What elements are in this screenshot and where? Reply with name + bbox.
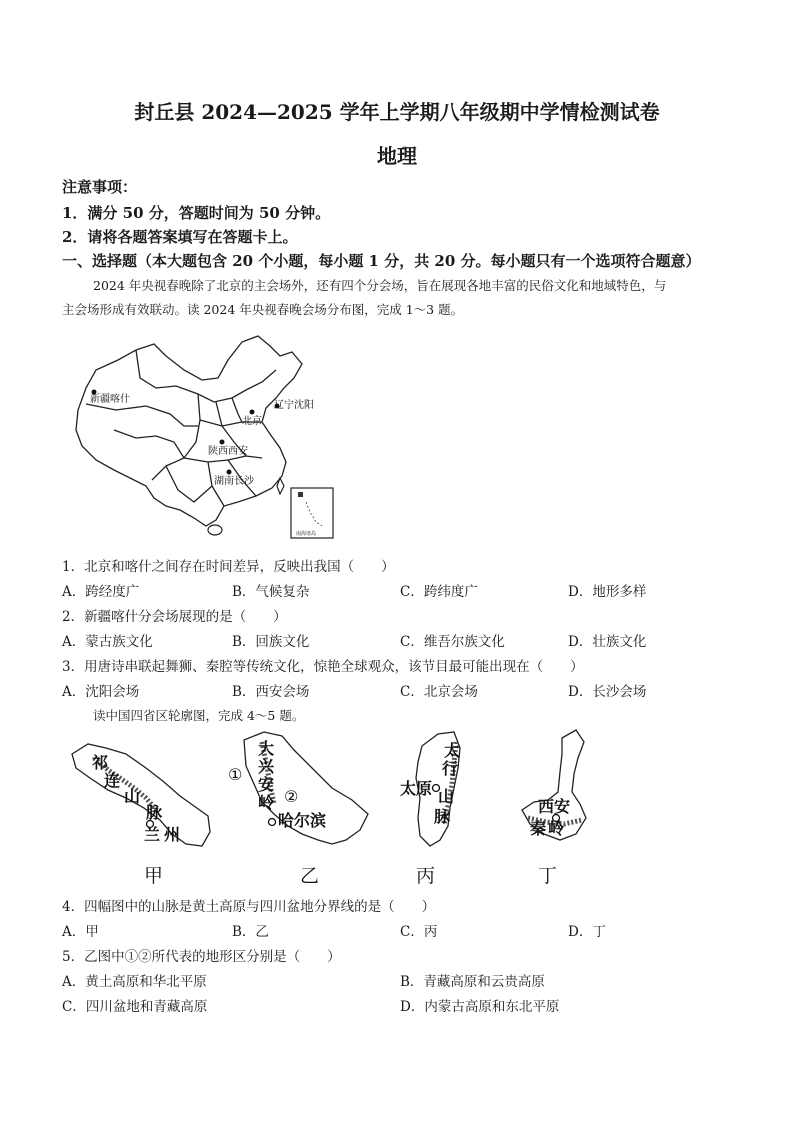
q5-option-b[interactable]: B．青藏高原和云贵高原: [400, 974, 545, 990]
label-beijing: 北京: [242, 416, 262, 427]
q2-option-d[interactable]: D．壮族文化: [568, 634, 647, 650]
q3-option-c[interactable]: C．北京会场: [400, 684, 478, 700]
yi-label-4: 岭: [258, 793, 275, 812]
intro-line-1: 2024 年央视春晚除了北京的主会场外，还有四个分会场，旨在展现各地丰富的民俗文化和地域特色，与: [93, 278, 667, 293]
question-5-stem: 5．乙图中①②所代表的地形区分别是（ ）: [62, 949, 341, 965]
label-liaoning: 辽宁沈阳: [274, 400, 314, 411]
q1-option-a[interactable]: A．跨经度广: [62, 584, 140, 600]
q4-option-c[interactable]: C．丙: [400, 924, 438, 940]
caption-bing: 丙: [416, 865, 436, 887]
bing-label-5: 太原: [400, 779, 433, 798]
question-2-stem: 2．新疆喀什分会场展现的是（ ）: [62, 609, 287, 625]
jia-label-1: 祁: [92, 753, 109, 772]
question-1-stem: 1．北京和喀什之间存在时间差异，反映出我国（ ）: [62, 559, 395, 575]
intro-2: 读中国四省区轮廓图，完成 4～5 题。: [93, 708, 305, 723]
yi-label-1: 大: [258, 739, 275, 758]
bing-label-3: 山: [438, 787, 455, 806]
q1-option-c[interactable]: C．跨纬度广: [400, 584, 478, 600]
question-4-stem: 4．四幅图中的山脉是黄土高原与四川盆地分界线的是（ ）: [62, 899, 436, 915]
notice-item-2: 2．请将各题答案填写在答题卡上。: [62, 228, 298, 246]
notice-item-1: 1．满分 50 分，答题时间为 50 分钟。: [62, 204, 331, 222]
caption-jia: 甲: [144, 865, 164, 887]
q2-option-c[interactable]: C．维吾尔族文化: [400, 634, 505, 650]
subject-title: 地理: [377, 144, 417, 168]
q4-option-d[interactable]: D．丁: [568, 924, 606, 940]
province-bing: [400, 732, 460, 887]
q5-option-a[interactable]: A．黄土高原和华北平原: [62, 974, 207, 990]
bing-label-1: 太: [444, 741, 461, 760]
yi-label-7: 哈尔滨: [278, 811, 327, 830]
q4-option-b[interactable]: B．乙: [232, 924, 269, 940]
q5-option-c[interactable]: C．四川盆地和青藏高原: [62, 999, 208, 1015]
jia-label-4: 脉: [146, 803, 163, 822]
yi-label-3: 安: [258, 775, 275, 794]
bing-label-4: 脉: [434, 807, 451, 826]
label-kashgar: 新疆喀什: [90, 394, 130, 405]
yi-label-5: ①: [228, 765, 243, 784]
china-map: [66, 330, 342, 550]
jia-label-5: 兰: [144, 825, 161, 844]
bing-label-2: 行: [442, 759, 459, 778]
jia-label-3: 山: [124, 787, 141, 806]
q2-option-b[interactable]: B．回族文化: [232, 634, 310, 650]
label-changsha: 湖南长沙: [214, 476, 254, 487]
province-figures: [60, 722, 620, 890]
section1-heading: 一、选择题（本大题包含 20 个小题，每小题 1 分，共 20 分。每小题只有一个选项符合题意）: [62, 252, 701, 270]
jia-label-6: 州: [164, 825, 181, 844]
exam-title: 封丘县 2024—2025 学年上学期八年级期中学情检测试卷: [134, 100, 660, 124]
q3-option-b[interactable]: B．西安会场: [232, 684, 310, 700]
inset-label: 南海诸岛: [296, 531, 317, 537]
q3-option-a[interactable]: A．沈阳会场: [62, 684, 140, 700]
q5-option-d[interactable]: D．内蒙古高原和东北平原: [400, 999, 560, 1015]
q1-option-d[interactable]: D．地形多样: [568, 584, 647, 600]
jia-label-2: 连: [104, 771, 121, 790]
caption-ding: 丁: [538, 865, 558, 887]
caption-yi: 乙: [300, 865, 320, 887]
province-yi: [228, 732, 368, 887]
q2-option-a[interactable]: A．蒙古族文化: [62, 634, 153, 650]
yi-label-2: 兴: [258, 757, 275, 776]
q1-option-b[interactable]: B．气候复杂: [232, 584, 310, 600]
notice-heading: 注意事项：: [62, 178, 138, 196]
province-ding: [522, 730, 586, 887]
yi-label-6: ②: [284, 787, 299, 806]
ding-label-2: 秦: [530, 819, 547, 838]
question-3-stem: 3．用唐诗串联起舞狮、秦腔等传统文化，惊艳全球观众，该节目最可能出现在（ ）: [62, 659, 584, 675]
ding-label-3: 岭: [548, 819, 565, 838]
intro-line-2: 主会场形成有效联动。读 2024 年央视春晚会场分布图，完成 1～3 题。: [62, 302, 464, 317]
q4-option-a[interactable]: A．甲: [62, 924, 99, 940]
q3-option-d[interactable]: D．长沙会场: [568, 684, 647, 700]
province-jia: [72, 744, 210, 887]
label-xian: 陕西西安: [208, 446, 248, 457]
ding-label-1: 西安: [538, 797, 571, 816]
